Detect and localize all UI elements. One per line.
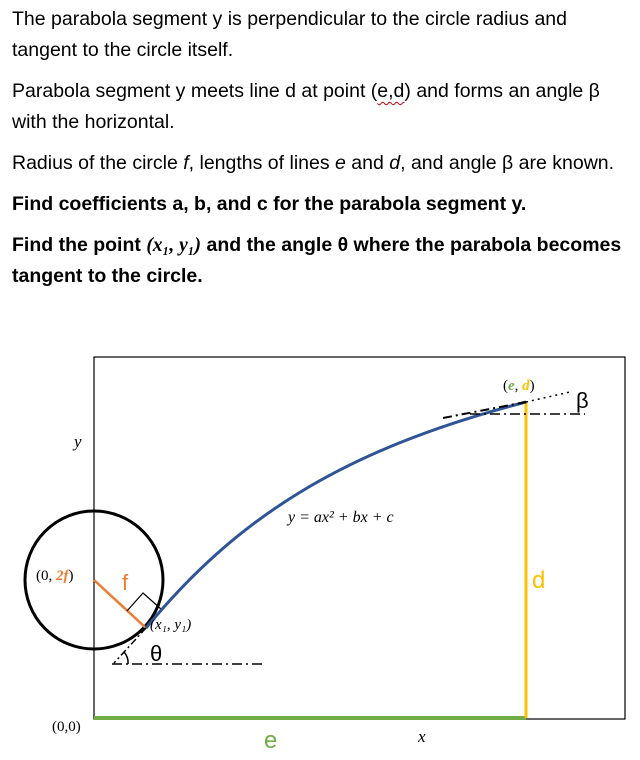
paragraph-1-text: The parabola segment y is perpendicular to the circle radius and tangent to the circle itself. [12, 8, 567, 61]
paragraph-4-text: Find coefficients a, b, and c for the parabola segment y. [12, 193, 527, 215]
label-d: d [532, 567, 546, 594]
theta-arc [124, 652, 128, 664]
paragraph-3-text-d: , and angle β are known. [400, 152, 615, 174]
label-ed-d: d [522, 378, 530, 394]
label-origin: (0,0) [52, 719, 81, 735]
paragraph-3-var-d: d [389, 152, 401, 174]
label-theta: θ [150, 641, 163, 666]
label-center-close: ) [68, 568, 74, 584]
label-equation: y = ax² + bx + c [288, 509, 394, 526]
label-ed-open: ( [503, 378, 508, 394]
paragraph-2-text-b: ) and forms an angle β with the horizontal. [12, 80, 600, 133]
paragraph-3-var-e: e [335, 152, 346, 174]
paragraph-2-text-a: Parabola segment y meets line d at point ( [12, 80, 378, 102]
paragraph-5-text-b: and the angle θ where the parabola becomes tangent to the circle. [12, 234, 622, 287]
paragraph-5-math: (x₁, y₁) [146, 235, 202, 256]
label-x-axis: x [418, 727, 426, 746]
label-ed-close: ) [529, 378, 535, 394]
label-f: f [122, 570, 129, 595]
radius-f [94, 580, 146, 628]
label-point-ed [503, 378, 535, 394]
label-e: e [264, 727, 278, 754]
paragraph-2-point-ed: e,d [377, 80, 405, 102]
label-ed-comma: , [514, 378, 523, 394]
label-center-open: (0, [36, 568, 56, 584]
paragraph-5-text-a: Find the point [12, 234, 147, 256]
paragraph-3-text-c: and [345, 152, 390, 174]
label-beta: β [576, 388, 589, 413]
label-circle-center [36, 568, 74, 584]
paragraph-3-text-b: , lengths of lines [188, 152, 336, 174]
label-y-axis: y [74, 432, 82, 451]
paragraph-3-text-a: Radius of the circle [12, 152, 184, 174]
tangent-line-ed [443, 402, 526, 418]
label-tangent-point: (x₁, y₁) [150, 617, 192, 633]
label-ed-e: e [508, 378, 515, 394]
paragraph-3-var-f: f [183, 152, 189, 174]
label-center-2f: 2f [56, 568, 69, 584]
